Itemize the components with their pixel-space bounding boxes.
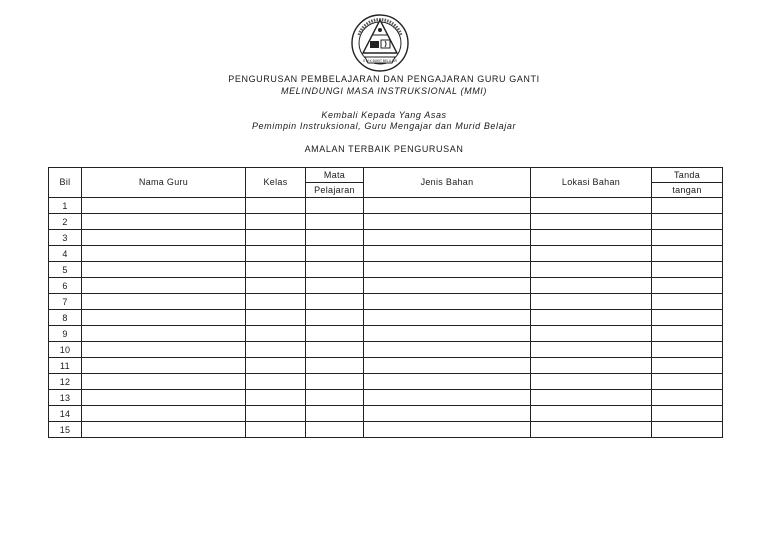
- table-cell[interactable]: [531, 358, 652, 374]
- table-cell[interactable]: [246, 198, 306, 214]
- section-title: AMALAN TERBAIK PENGURUSAN: [304, 144, 464, 154]
- header-tangan: tangan: [652, 183, 723, 198]
- table-cell[interactable]: [652, 262, 723, 278]
- table-cell[interactable]: [82, 246, 246, 262]
- table-cell[interactable]: [246, 230, 306, 246]
- table-cell[interactable]: [652, 406, 723, 422]
- table-cell[interactable]: [652, 246, 723, 262]
- table-cell[interactable]: [652, 310, 723, 326]
- table-row: [49, 246, 723, 262]
- table-cell[interactable]: [82, 230, 246, 246]
- row-number: 13: [49, 390, 82, 406]
- table-cell[interactable]: [82, 310, 246, 326]
- table-row: [49, 390, 723, 406]
- table-row: [49, 422, 723, 438]
- table-row: [49, 326, 723, 342]
- table-cell[interactable]: [306, 246, 364, 262]
- table-cell[interactable]: [652, 326, 723, 342]
- header-lokasi-bahan: Lokasi Bahan: [531, 168, 652, 198]
- table-row: [49, 294, 723, 310]
- header-mata: Mata: [306, 168, 364, 183]
- table-cell[interactable]: [246, 294, 306, 310]
- row-number: 12: [49, 374, 82, 390]
- table-cell[interactable]: [364, 246, 531, 262]
- table-cell[interactable]: [306, 198, 364, 214]
- table-row: [49, 406, 723, 422]
- table-row: [49, 358, 723, 374]
- table-cell[interactable]: [652, 422, 723, 438]
- table-cell[interactable]: [246, 374, 306, 390]
- table-cell[interactable]: [531, 278, 652, 294]
- table-cell[interactable]: [306, 374, 364, 390]
- table-cell[interactable]: [306, 422, 364, 438]
- row-number: 2: [49, 214, 82, 230]
- row-number: 4: [49, 246, 82, 262]
- table-cell[interactable]: [246, 390, 306, 406]
- row-number: 7: [49, 294, 82, 310]
- table-cell[interactable]: [246, 406, 306, 422]
- table-cell[interactable]: [306, 390, 364, 406]
- table-row: [49, 342, 723, 358]
- table-cell[interactable]: [306, 214, 364, 230]
- table-cell[interactable]: [306, 278, 364, 294]
- table-cell[interactable]: [364, 262, 531, 278]
- header-bil: Bil: [49, 168, 82, 198]
- table-cell[interactable]: [364, 214, 531, 230]
- table-cell[interactable]: [246, 214, 306, 230]
- table-row: [49, 374, 723, 390]
- table-cell[interactable]: [531, 198, 652, 214]
- table-cell[interactable]: [652, 198, 723, 214]
- row-number: 10: [49, 342, 82, 358]
- table-cell[interactable]: [246, 278, 306, 294]
- table-cell[interactable]: [364, 230, 531, 246]
- table-cell[interactable]: [246, 310, 306, 326]
- table-cell[interactable]: [82, 294, 246, 310]
- table-cell[interactable]: [364, 358, 531, 374]
- table-cell[interactable]: [531, 406, 652, 422]
- table-cell[interactable]: [306, 310, 364, 326]
- table-cell[interactable]: [364, 198, 531, 214]
- table-cell[interactable]: [531, 326, 652, 342]
- table-cell[interactable]: [82, 358, 246, 374]
- table-cell[interactable]: [652, 214, 723, 230]
- table-cell[interactable]: [306, 326, 364, 342]
- header-tanda: Tanda: [652, 168, 723, 183]
- table-cell[interactable]: [306, 262, 364, 278]
- row-number: 9: [49, 326, 82, 342]
- table-cell[interactable]: [306, 406, 364, 422]
- table-cell[interactable]: [652, 374, 723, 390]
- table-cell[interactable]: [652, 294, 723, 310]
- table-cell[interactable]: [82, 326, 246, 342]
- table-cell[interactable]: [652, 358, 723, 374]
- table-cell[interactable]: [531, 422, 652, 438]
- table-cell[interactable]: [364, 422, 531, 438]
- main-title: PENGURUSAN PEMBELAJARAN DAN PENGAJARAN GURU GANTI: [228, 74, 540, 84]
- motto-line: Kembali Kepada Yang Asas: [321, 110, 447, 120]
- header-kelas: Kelas: [246, 168, 306, 198]
- table-cell[interactable]: [652, 278, 723, 294]
- table-cell[interactable]: [306, 294, 364, 310]
- table-row: [49, 214, 723, 230]
- table-cell[interactable]: [531, 310, 652, 326]
- table-cell[interactable]: [652, 342, 723, 358]
- table-cell[interactable]: [364, 278, 531, 294]
- row-number: 5: [49, 262, 82, 278]
- table-cell[interactable]: [246, 358, 306, 374]
- table-cell[interactable]: [82, 406, 246, 422]
- table-cell[interactable]: [246, 342, 306, 358]
- logo-caption: S M K BUKIT BELAJAR: [363, 58, 397, 63]
- table-cell[interactable]: [306, 230, 364, 246]
- table-cell[interactable]: [531, 262, 652, 278]
- table-cell[interactable]: [82, 262, 246, 278]
- table-cell[interactable]: [364, 294, 531, 310]
- table-cell[interactable]: [306, 342, 364, 358]
- management-table: [48, 167, 723, 438]
- table-cell[interactable]: [531, 390, 652, 406]
- table-cell[interactable]: [82, 390, 246, 406]
- table-cell[interactable]: [246, 246, 306, 262]
- table-cell[interactable]: [364, 310, 531, 326]
- table-cell[interactable]: [82, 342, 246, 358]
- table-cell[interactable]: [82, 214, 246, 230]
- table-cell[interactable]: [531, 294, 652, 310]
- row-number: 11: [49, 358, 82, 374]
- table-cell[interactable]: [652, 230, 723, 246]
- row-number: 3: [49, 230, 82, 246]
- motto-subline: Pemimpin Instruksional, Guru Mengajar dan Murid Belajar: [251, 121, 517, 131]
- header-nama-guru: Nama Guru: [82, 168, 246, 198]
- table-cell[interactable]: [246, 422, 306, 438]
- row-number: 15: [49, 422, 82, 438]
- table-cell[interactable]: [531, 342, 652, 358]
- table-row: [49, 230, 723, 246]
- table-cell[interactable]: [531, 246, 652, 262]
- header-pelajaran: Pelajaran: [306, 183, 364, 198]
- row-number: 1: [49, 198, 82, 214]
- table-row: [49, 198, 723, 214]
- table-cell[interactable]: [652, 390, 723, 406]
- table-cell[interactable]: [246, 326, 306, 342]
- header-jenis-bahan: Jenis Bahan: [364, 168, 531, 198]
- table-cell[interactable]: [82, 374, 246, 390]
- table-cell[interactable]: [531, 230, 652, 246]
- table-cell[interactable]: [82, 422, 246, 438]
- table-cell[interactable]: [246, 262, 306, 278]
- row-number: 6: [49, 278, 82, 294]
- table-row: [49, 262, 723, 278]
- table-row: [49, 278, 723, 294]
- table-cell[interactable]: [82, 278, 246, 294]
- table-cell[interactable]: [531, 374, 652, 390]
- row-number: 8: [49, 310, 82, 326]
- table-row: [49, 310, 723, 326]
- subtitle: MELINDUNGI MASA INSTRUKSIONAL (MMI): [280, 86, 488, 96]
- table-cell[interactable]: [364, 374, 531, 390]
- table-cell[interactable]: [364, 390, 531, 406]
- table-cell[interactable]: [364, 406, 531, 422]
- row-number: 14: [49, 406, 82, 422]
- table-cell[interactable]: [364, 326, 531, 342]
- table-cell[interactable]: [306, 358, 364, 374]
- school-crest-icon: [350, 13, 410, 73]
- table-cell[interactable]: [364, 342, 531, 358]
- table-cell[interactable]: [531, 214, 652, 230]
- table-cell[interactable]: [82, 198, 246, 214]
